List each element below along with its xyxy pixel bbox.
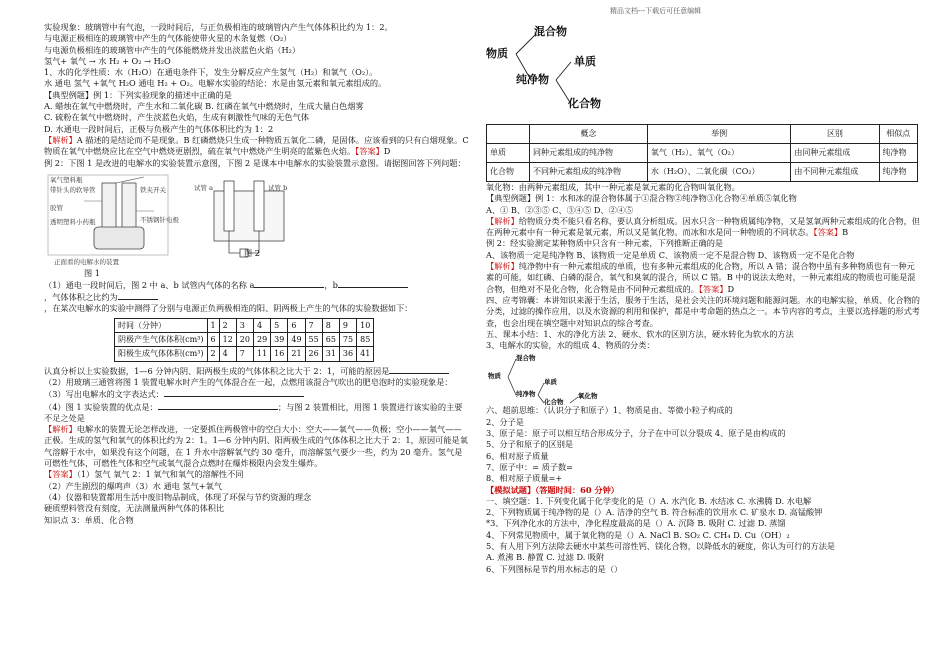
page-header: 精品文档---下载后可任意编辑 — [610, 7, 702, 15]
example-1-title: 【典型例题】例 1：下列实验现象的描述中正确的是 — [44, 89, 232, 100]
right-column — [486, 22, 920, 575]
th-9: 9 — [339, 318, 356, 332]
analysis-label: 【解析】 — [44, 134, 77, 145]
table-cell: 29 — [253, 333, 270, 347]
table-cell: 39 — [271, 333, 288, 347]
table-cell: 同种元素组成的纯净物 — [530, 144, 648, 163]
example-2-title: 例 2：经实验测定某种物质中只含有一种元素，下列推断正确的是 — [486, 238, 724, 249]
question-1-data-intro: ，在某次电解水的实验中测得了分别与电源正负两极相连的阳、阴两极上产生的气体的实验数据如下： — [44, 303, 413, 314]
list-item: 6、相对原子质量 — [486, 450, 549, 461]
question-2: （2）用玻璃三通管将图 1 装置电解水时产生的气体混合在一起，点燃用该混合气吹出的肥皂泡时的实验现象是： — [44, 376, 453, 387]
answer-1: B — [842, 227, 849, 238]
label-tube-b: 试管 b — [268, 183, 288, 192]
table-cell: 41 — [357, 347, 374, 361]
analysis-2-text: 纯净物中有一种元素组成的单质，也有多种元素组成的化合物，所以 A 错；混合物中虽有多种物质也有一种元素的可能，如红磷、白磷的混合，氧气和臭氧的混合，所以 C 错。B 中的说法太绝对，一种元素组成的物质也可能是混合物，但绝对不是化合物，化合物是由不同种元素组成的。 — [486, 261, 916, 294]
analysis-1 — [486, 216, 920, 239]
tree-mixture: 混合物 — [534, 25, 567, 38]
blank-ratio[interactable] — [118, 291, 158, 300]
question-1-reason — [44, 365, 469, 377]
table-cell: 纯净物 — [879, 144, 918, 163]
tree-compound: 化合物 — [568, 97, 601, 110]
intro-line-1: 实验现象：玻璃管中有气泡，一段时间后，与正负极相连的玻璃管内产生气体体积比约为 1：2。 — [44, 22, 393, 32]
oxide-definition: 氧化物：由两种元素组成，其中一种元素是氧元素的化合物叫氧化物。 — [486, 182, 740, 192]
knowledge-point-3: 知识点 3：单质、化合物 — [44, 514, 134, 525]
table-cell: 纯净物 — [879, 163, 918, 182]
list-item: 2、分子是 — [486, 416, 524, 427]
classification-table — [486, 124, 918, 182]
label-soft-tube: 带针头的软导管 — [50, 185, 96, 194]
answer-label: 【答案】 — [813, 227, 843, 238]
th-time: 时间（分钟） — [115, 318, 208, 332]
small-tree-oxide: 氧化物 — [578, 392, 598, 401]
classification-tree — [486, 22, 920, 124]
table-cell: 85 — [357, 333, 374, 347]
section-5b: 3、电解水的实验，水的组成 4、物质的分类： — [486, 340, 655, 351]
table-cell: 65 — [322, 333, 339, 347]
option-ab: A. 蜡烛在氧气中燃烧时，产生水和二氧化碳 B. 红磷在氧气中燃烧时，生成大量白色烟雾 — [44, 101, 364, 112]
label-steel-electrode: 不锈钢针电极 — [140, 215, 179, 224]
answer-label: 【答案】 — [355, 146, 384, 157]
analysis-1-text: A 描述的是结论而不是现象。B 红磷燃烧只生成一种物质五氧化二磷，是固体。应该看到的只有白烟现象。C 物质在氧气中燃烧应比在空气中燃烧更剧烈，硫在氧气中燃烧产生明亮的蓝紫色火焰。 — [44, 134, 469, 157]
synthesis-equation: 氢气+ 氧气 → 水 H₂ + O₂ → H₂O — [44, 55, 171, 66]
q4-text: （4）图 1 实验装置的优点是： — [44, 401, 158, 412]
blank-advantage[interactable] — [158, 401, 278, 410]
label-plastic-bottle: 透明塑料小药瓶 — [50, 217, 96, 226]
small-tree-root: 物质 — [488, 372, 501, 381]
th-5: 5 — [271, 318, 288, 332]
blank-a[interactable] — [254, 279, 324, 288]
gas-volume-table — [114, 318, 374, 362]
th-3: 3 — [236, 318, 253, 332]
blank-b[interactable] — [338, 279, 408, 288]
section-5: 五、课本小结：1、水的净化方法 2、硬水、软水的区别方法，硬水转化为软水的方法 — [486, 328, 794, 339]
analysis-2 — [44, 424, 469, 469]
table-cell: 20 — [236, 333, 253, 347]
label-clip-switch: 铁夹开关 — [140, 185, 166, 194]
analysis-2-label: 【解析】 — [44, 424, 77, 435]
small-tree-mixture: 混合物 — [516, 354, 536, 363]
label-rubber-tube: 胶管 — [50, 203, 63, 212]
answer-2d: 硬质塑料管没有刻度，无法测量两种气体的体积比 — [44, 503, 225, 514]
table-cell: 26 — [305, 347, 322, 361]
mock-question: A. 煮沸 B. 静置 C. 过滤 D. 吸附 — [486, 552, 605, 563]
small-tree-element: 单质 — [544, 378, 557, 387]
table-cell: 21 — [288, 347, 305, 361]
blank-equation[interactable] — [164, 388, 304, 397]
table-row — [487, 144, 918, 163]
small-tree-compound: 化合物 — [544, 398, 564, 407]
table-cell: 氧气（H₂）、氧气（O₂） — [647, 144, 791, 163]
table-cell: 6 — [207, 333, 219, 347]
option-d: D. 水通电一段时间后，正极与负极产生的气体体积比约为 1：2 — [44, 123, 274, 134]
label-tube-a: 试管 a — [194, 183, 213, 192]
th-example: 举例 — [647, 125, 791, 144]
answer-2b: （2）产生剧烈的爆鸣声（3）水 通电 氢气+氧气 — [44, 480, 223, 491]
table-cell: 11 — [253, 347, 270, 361]
table-cell: 75 — [339, 333, 356, 347]
table-cell: 7 — [236, 347, 253, 361]
q3-text: （3）写出电解水的文字表达式： — [44, 389, 164, 400]
intro-line-3: 与电源负极相连的玻璃管中产生的气体能燃烧并发出淡蓝色火焰（H₂） — [44, 44, 301, 55]
list-item: 5、分子和原子的区别是 — [486, 439, 574, 450]
table-cell: 不同种元素组成的纯净物 — [530, 163, 648, 182]
answer-1: D — [383, 146, 391, 157]
row-label-anode: 阳极生成气体体积(cm³) — [115, 347, 208, 361]
figure-2-caption: 图 2 — [244, 247, 260, 258]
example-2-options: A、该物质一定是纯净物 B、该物质一定是单质 C、该物质一定不是混合物 D、该物质一定不是化合物 — [486, 249, 855, 260]
table-cell: 由不同种元素组成 — [791, 163, 879, 182]
mock-question: 一、填空题：1. 下列变化属于化学变化的是（）A. 水汽化 B. 水结冰 C. 水沸腾 D. 水电解 — [486, 495, 812, 506]
q1-text-c: ，气体体积之比约为 — [44, 292, 118, 303]
option-c: C. 硫粉在氧气中燃烧时，产生淡蓝色火焰，生成有刺激性气味的无色气体 — [44, 112, 309, 123]
q1-text: （1）通电一段时间后，图 2 中 a、b 试管内气体的名称 a — [44, 279, 255, 290]
mock-question: 6、下列图标是节约用水标志的是（） — [486, 563, 623, 574]
th-6: 6 — [288, 318, 305, 332]
question-1-ratio — [44, 291, 469, 303]
table-cell: 由同种元素组成 — [791, 144, 879, 163]
small-classification-tree — [486, 351, 920, 405]
question-1 — [44, 279, 469, 291]
label-oxygen-bottle: 氧气塑料瓶 — [50, 175, 83, 184]
table-cell: 55 — [305, 333, 322, 347]
table-cell: 水（H₂O）、二氧化碳（CO₂） — [647, 163, 791, 182]
row-label-cathode: 阴极产生气体体积(cm³) — [115, 333, 208, 347]
th-1: 1 — [207, 318, 219, 332]
th-similarity: 相似点 — [879, 125, 918, 144]
table-cell: 16 — [271, 347, 288, 361]
table-cell: 49 — [288, 333, 305, 347]
answer-2: D — [727, 283, 735, 294]
small-tree-pure: 纯净物 — [516, 390, 536, 399]
tree-root: 物质 — [486, 47, 508, 60]
left-column — [44, 22, 469, 526]
analysis-1-text: 给物质分类不能只看名称，要认真分析组成。因水只含一种物质属纯净物，又是氢氧两种元素组成的化合物，但在两种元素中有一种元素是氧元素，所以又是氧化物。而冰和水是同一种物质的不同状态。 — [486, 215, 920, 238]
blank-reason[interactable] — [389, 365, 449, 374]
table-header-row — [115, 318, 374, 332]
water-equation: 水 通电 氢气 +氧气 H₂O 通电 H₂ + O₂。电解水实验的结论：水是由氢元素和氧元素组成的。 — [44, 78, 387, 89]
th-empty — [487, 125, 530, 144]
analysis-label: 【解析】 — [486, 261, 519, 272]
example-1-options: A、① B、②③⑤ C、③④⑤ D、②④⑤ — [486, 204, 634, 215]
table-cell: 化合物 — [487, 163, 530, 182]
table-cell: 4 — [219, 347, 236, 361]
figure-1-caption: 图 1 — [84, 267, 100, 278]
answer-2c: （4）仪器和装置都用生活中废旧物品制成，体现了环保与节约资源的理念 — [44, 491, 312, 502]
small-tree-lines — [486, 351, 646, 405]
mock-question: *3、下列净化水的方法中，净化程度最高的是（）A. 沉降 B. 吸附 C. 过滤 D. 蒸馏 — [486, 518, 786, 529]
answer-2 — [44, 469, 469, 480]
tree-pure: 纯净物 — [516, 73, 549, 86]
th-concept: 概念 — [530, 125, 648, 144]
table-row — [115, 333, 374, 347]
th-2: 2 — [219, 318, 236, 332]
mock-question: 4、下列常见物质中，属于氧化物的是（）A. NaCl B. SO₂ C. CH₄ D. Cu（OH）₂ — [486, 529, 790, 540]
table-cell: 31 — [322, 347, 339, 361]
table-cell: 单质 — [487, 144, 530, 163]
section-6: 六、超前思维：（认识分子和原子）1、物质是由、等微小粒子构成的 — [486, 405, 733, 416]
list-item: 3、原子是：原子可以相互结合形成分子，分子在中可以分裂成 4、原子是由构成的 — [486, 428, 786, 439]
th-8: 8 — [322, 318, 339, 332]
example-2-title: 例 2：下图 1 是改进的电解水的实验装置示意图，下图 2 是课本中电解水的实验装置示意图。请据图回答下列问题： — [44, 157, 466, 168]
table-cell: 2 — [207, 347, 219, 361]
th-7: 7 — [305, 318, 322, 332]
list-item: 7、原子中：= 质子数= — [486, 461, 574, 472]
answer-2-text: （1）氢气 氧气 2：1 氧气和氧气的溶解性不同 — [76, 469, 244, 480]
answer-2-label: 【答案】 — [44, 469, 77, 480]
answer-label: 【答案】 — [698, 283, 728, 294]
th-difference: 区别 — [791, 125, 879, 144]
question-4 — [44, 401, 469, 425]
question-3 — [44, 388, 469, 400]
mock-question: 2、下列物质属于纯净物的是（）A. 洁净的空气 B. 符合标准的饮用水 C. 矿泉水 D. 高锰酸钾 — [486, 507, 823, 518]
th-4: 4 — [253, 318, 270, 332]
q1-text-b: ，b — [324, 279, 338, 290]
q1-text-e: 认真分析以上实验数据，1—6 分钟内阴、阳两极生成的气体体积之比大于 2：1，可能的原因是 — [44, 365, 390, 376]
section-4: 四、应考锦囊：本讲知识来源于生活，服务于生活，是社会关注的环境问题和能源问题。水的电解实验，单质、化合物的分类，过滤的操作应用，以及水资源的利用和保护，都是中考命题的热点之一。本节内容的考点，主要以选择题的形式考查，也会出现在填空题中对知识点的综合考查。 — [486, 294, 920, 328]
analysis-2-text: 电解水的装置无论怎样改进，一定要抓住两极管中的空白大小：空大——氧气——负极；空小——氧气——正极。生成的氢气和氧气的体积比约为 2：1。1—6 分钟内阴、阳两极生成的气体体积之比大于 2：1，原因可能是氧气溶解于水中，如果没有这个问题，在 1 升水中溶解氧气约 30 毫升，而溶解氢气要少一些，约为 20 毫升。氢气是可燃性气体，可燃性气体和空气或氧气混合点燃时在爆炸极限内会发生爆炸。 — [44, 424, 468, 469]
mock-test-title: 【模拟试题】（答题时间：60 分钟） — [486, 484, 619, 495]
table-header-row — [487, 125, 918, 144]
example-1-title: 【典型例题】例 1：水和冰的混合物体属于①混合物②纯净物③化合物④单质⑤氧化物 — [486, 193, 797, 204]
analysis-1 — [44, 135, 469, 158]
table-cell: 36 — [339, 347, 356, 361]
tree-element: 单质 — [574, 55, 596, 68]
water-property: 1、水的化学性质：水（H₂O）在通电条件下，发生分解反应产生氢气（H₂）和氧气（O₂）。 — [44, 67, 378, 78]
mock-question: 5、有人用下列方法除去硬水中某些可溶性钙、镁化合物，以降低水的硬度，你认为可行的方法是 — [486, 541, 836, 552]
th-10: 10 — [357, 318, 374, 332]
table-row — [115, 347, 374, 361]
q4-text-b: ；与图 2 装置相比，用图 1 装置进行该实验的主要不足之处是 — [44, 401, 463, 423]
analysis-2 — [486, 261, 920, 295]
label-front-view: 正面看的电解水的装置 — [54, 257, 119, 266]
table-row — [487, 163, 918, 182]
intro-line-2: 与电源正极相连的玻璃管中产生的气体能使带火星的木条复燃（O₂） — [44, 33, 292, 44]
analysis-label: 【解析】 — [486, 215, 519, 226]
table-cell: 12 — [219, 333, 236, 347]
list-item: 8、相对原子质量=+ — [486, 473, 563, 484]
